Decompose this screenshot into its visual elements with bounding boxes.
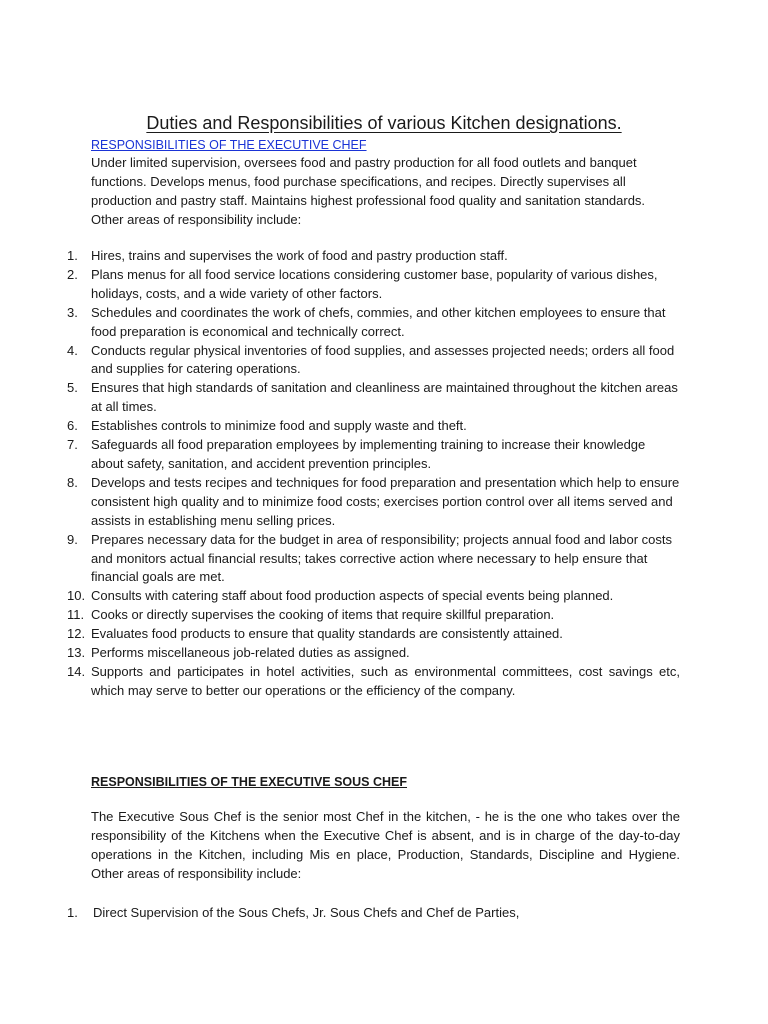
list-item-number: 9. xyxy=(67,531,78,547)
section-heading-executive-sous-chef: RESPONSIBILITIES OF THE EXECUTIVE SOUS CHEF xyxy=(91,775,408,789)
list-item-text: Direct Supervision of the Sous Chefs, Jr. Sous Chefs and Chef de Parties, xyxy=(93,905,520,920)
list-item xyxy=(0,587,768,606)
list-item-number: 13. xyxy=(67,645,86,661)
list-item-text: Supports and participates in hotel activities, such as environmental committees, cost savings etc, which may serve to better our operations or the efficiency of the company. xyxy=(91,663,680,698)
list-item-text: Prepares necessary data for the budget in area of responsibility; projects annual food and labor costs and monitors actual financial results; takes corrective action where necessary to help ensure that financial goals are met. xyxy=(91,531,673,585)
list-item-number: 12. xyxy=(67,626,86,642)
list-item xyxy=(0,342,768,380)
list-item xyxy=(0,904,768,923)
list-item xyxy=(0,625,768,644)
list-item-text: Ensures that high standards of sanitation and cleanliness are maintained throughout the kitchen areas at all times. xyxy=(91,380,678,415)
list-item-text: Cooks or directly supervises the cooking of items that require skillful preparation. xyxy=(91,607,555,623)
list-item-number: 5. xyxy=(67,380,78,396)
list-item-text: Establishes controls to minimize food and supply waste and theft. xyxy=(91,418,467,434)
list-item-text: Performs miscellaneous job-related duties as assigned. xyxy=(91,645,410,661)
list-item-text: Develops and tests recipes and techniques for food preparation and presentation which help to ensure consistent high quality and to minimize food costs; exercises portion control over all items served and assists in establishing menu selling prices. xyxy=(91,474,680,528)
list-item-text: Evaluates food products to ensure that quality standards are consistently attained. xyxy=(91,626,563,642)
list-item-text: Schedules and coordinates the work of chefs, commies, and other kitchen employees to ensure that food preparation is economical and technically correct. xyxy=(91,304,666,339)
list-item xyxy=(0,606,768,625)
list-item xyxy=(0,531,768,588)
list-item-number: 10. xyxy=(67,588,86,604)
list-item-text: Hires, trains and supervises the work of food and pastry production staff. xyxy=(91,248,508,263)
list-item-text: Safeguards all food preparation employees by implementing training to increase their knowledge about safety, sanitation, and accident prevention principles. xyxy=(91,437,646,471)
executive-sous-chef-duties-list xyxy=(0,904,768,923)
list-item-text: Consults with catering staff about food production aspects of special events being planned. xyxy=(91,588,614,604)
list-item-number: 3. xyxy=(67,304,78,320)
list-item-number: 4. xyxy=(67,342,78,358)
list-item-text: Conducts regular physical inventories of food supplies, and assesses projected needs; orders all food and supplies for catering operations. xyxy=(91,342,675,377)
list-item xyxy=(0,663,768,701)
list-item xyxy=(0,304,768,342)
list-item-number: 14. xyxy=(67,663,86,679)
list-item-number: 1. xyxy=(67,905,78,920)
list-item-number: 2. xyxy=(67,266,78,282)
list-item-number: 8. xyxy=(67,474,78,490)
list-item-number: 1. xyxy=(67,248,78,263)
list-item xyxy=(0,247,768,266)
list-item-text: Plans menus for all food service locations considering customer base, popularity of various dishes, holidays, costs, and a wide variety of other factors. xyxy=(91,266,658,301)
list-item xyxy=(0,379,768,417)
list-item xyxy=(0,644,768,663)
executive-chef-duties-list xyxy=(0,247,768,701)
list-item xyxy=(0,436,768,474)
section-intro-executive-sous-chef: The Executive Sous Chef is the senior most Chef in the kitchen, - he is the one who takes over the responsibility of the Kitchens when the Executive Chef is absent, and is in charge of the day-to-day operations in the Kitchen, including Mis en place, Production, Standards, Discipline and Hygiene. Other areas of responsibility include: xyxy=(91,809,680,881)
list-item-number: 6. xyxy=(67,418,78,434)
document-title: Duties and Responsibilities of various Kitchen designations. xyxy=(146,113,622,133)
list-item xyxy=(0,474,768,531)
list-item-number: 11. xyxy=(67,607,85,623)
section-heading-executive-chef: RESPONSIBILITIES OF THE EXECUTIVE CHEF xyxy=(91,138,367,152)
list-item xyxy=(0,266,768,304)
list-item-number: 7. xyxy=(67,437,78,453)
list-item xyxy=(0,417,768,436)
section-intro-executive-chef: Under limited supervision, oversees food and pastry production for all food outlets and banquet functions. Develops menus, food purchase specifications, and recipes. Directly supervises all production and pastry staff. Maintains highest professional food quality and sanitation standards. Other areas of responsibility include: xyxy=(91,155,646,227)
